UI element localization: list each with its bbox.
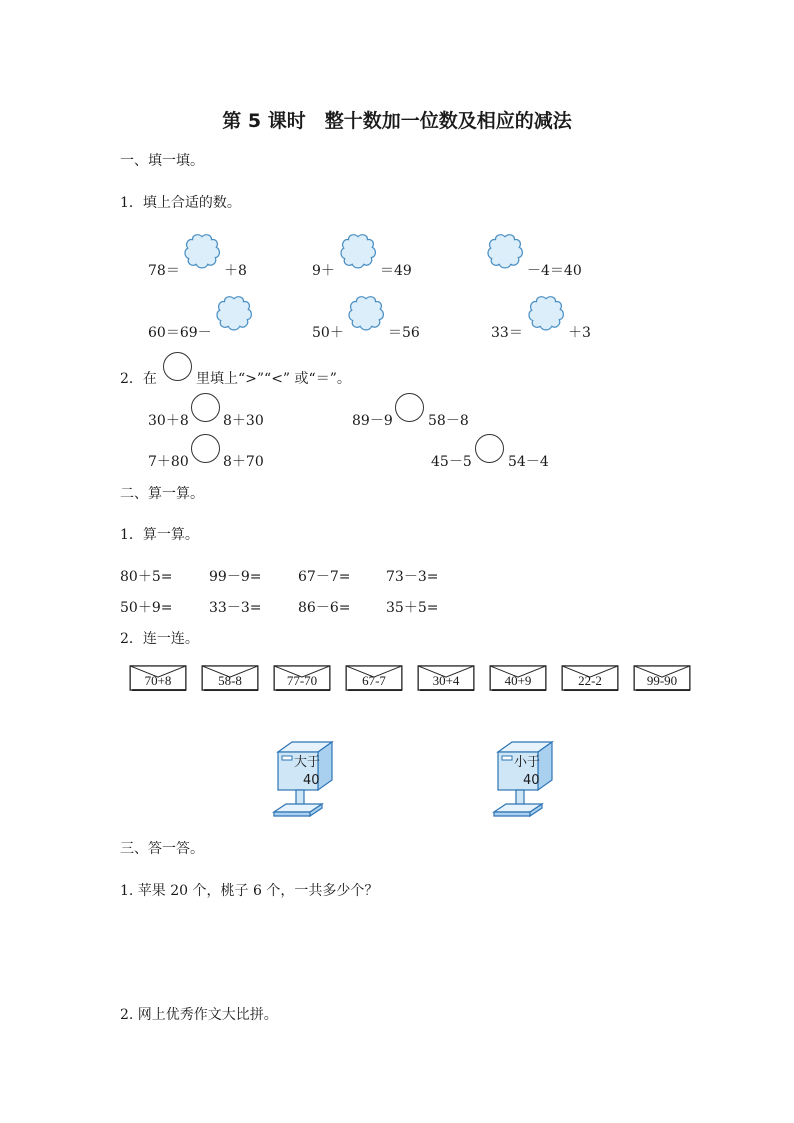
cloud-blank[interactable] bbox=[527, 294, 565, 332]
fill-item-left: 78＝ bbox=[148, 263, 180, 279]
fill-item-right: ＋8 bbox=[224, 263, 247, 279]
q3-2-text: 2. 网上优秀作文大比拼。 bbox=[120, 1007, 278, 1023]
envelope[interactable] bbox=[560, 665, 620, 691]
compare-circle[interactable] bbox=[191, 393, 220, 422]
mailbox-label-line1: 小于 bbox=[514, 755, 541, 770]
calc-item: 35＋5= bbox=[386, 600, 439, 616]
envelope[interactable] bbox=[344, 665, 404, 691]
mailbox-greater[interactable] bbox=[270, 740, 336, 820]
fill-item-right: ＝56 bbox=[388, 325, 420, 341]
q2-1-label: 1．算一算。 bbox=[120, 527, 199, 543]
compare-left: 45－5 bbox=[431, 454, 472, 470]
cloud-blank[interactable] bbox=[347, 294, 385, 332]
section2-heading: 二、算一算。 bbox=[120, 486, 204, 502]
calc-item: 86－6= bbox=[298, 600, 351, 616]
q2-2-label: 2．连一连。 bbox=[120, 631, 199, 647]
mailbox-less[interactable] bbox=[490, 740, 556, 820]
compare-right: 54－4 bbox=[508, 454, 549, 470]
mailbox-label-line1: 大于 bbox=[294, 755, 321, 770]
compare-left: 89－9 bbox=[352, 413, 393, 429]
compare-circle[interactable] bbox=[395, 393, 424, 422]
cloud-blank[interactable] bbox=[183, 232, 221, 270]
envelope-expression: 99-90 bbox=[646, 673, 678, 688]
envelope[interactable] bbox=[128, 665, 188, 691]
q1-2-label-suffix: 里填上“>”“<” 或“＝”。 bbox=[196, 371, 351, 387]
section1-heading: 一、填一填。 bbox=[120, 153, 204, 169]
envelope-expression: 40+9 bbox=[504, 673, 532, 688]
envelope[interactable] bbox=[200, 665, 260, 691]
compare-circle[interactable] bbox=[475, 434, 504, 463]
cloud-blank[interactable] bbox=[486, 232, 524, 270]
fill-item-right: ＋3 bbox=[568, 325, 591, 341]
calc-item: 99－9= bbox=[209, 569, 262, 585]
mailbox-label-line2: 40 bbox=[303, 773, 320, 788]
compare-right: 8＋30 bbox=[223, 413, 264, 429]
compare-circle[interactable] bbox=[191, 434, 220, 463]
compare-left: 30＋8 bbox=[148, 413, 189, 429]
fill-item-left: 9＋ bbox=[312, 263, 335, 279]
envelope-expression: 77-70 bbox=[286, 673, 318, 688]
compare-left: 7＋80 bbox=[148, 454, 189, 470]
fill-item-left: 33＝ bbox=[491, 325, 523, 341]
calc-item: 73－3= bbox=[386, 569, 439, 585]
mailbox-label-line2: 40 bbox=[523, 773, 540, 788]
q1-1-label: 1．填上合适的数。 bbox=[120, 195, 241, 211]
envelope-expression: 22-2 bbox=[578, 673, 602, 688]
calc-item: 67－7= bbox=[298, 569, 351, 585]
fill-item-left: 60＝69－ bbox=[148, 325, 212, 341]
fill-item-left: 50＋ bbox=[312, 325, 344, 341]
envelope[interactable] bbox=[416, 665, 476, 691]
q3-1-text: 1. 苹果 20 个，桃子 6 个，一共多少个？ bbox=[120, 883, 379, 899]
compare-right: 8＋70 bbox=[223, 454, 264, 470]
calc-item: 50＋9= bbox=[120, 600, 173, 616]
envelope[interactable] bbox=[488, 665, 548, 691]
page-title: 第 5 课时 整十数加一位数及相应的减法 bbox=[222, 110, 572, 132]
cloud-blank[interactable] bbox=[339, 232, 377, 270]
section3-heading: 三、答一答。 bbox=[120, 841, 204, 857]
envelope[interactable] bbox=[272, 665, 332, 691]
envelope-expression: 67-7 bbox=[362, 673, 386, 688]
compare-right: 58－8 bbox=[428, 413, 469, 429]
envelope-expression: 58-8 bbox=[218, 673, 242, 688]
compare-circle-example bbox=[163, 352, 192, 381]
envelope-expression: 70+8 bbox=[144, 673, 172, 688]
calc-item: 80＋5= bbox=[120, 569, 173, 585]
fill-item-right: －4＝40 bbox=[527, 263, 582, 279]
calc-item: 33－3= bbox=[209, 600, 262, 616]
q1-2-label-prefix: 2．在 bbox=[120, 371, 157, 387]
envelope-expression: 30+4 bbox=[432, 673, 460, 688]
fill-item-right: ＝49 bbox=[380, 263, 412, 279]
envelope[interactable] bbox=[632, 665, 692, 691]
cloud-blank[interactable] bbox=[215, 294, 253, 332]
